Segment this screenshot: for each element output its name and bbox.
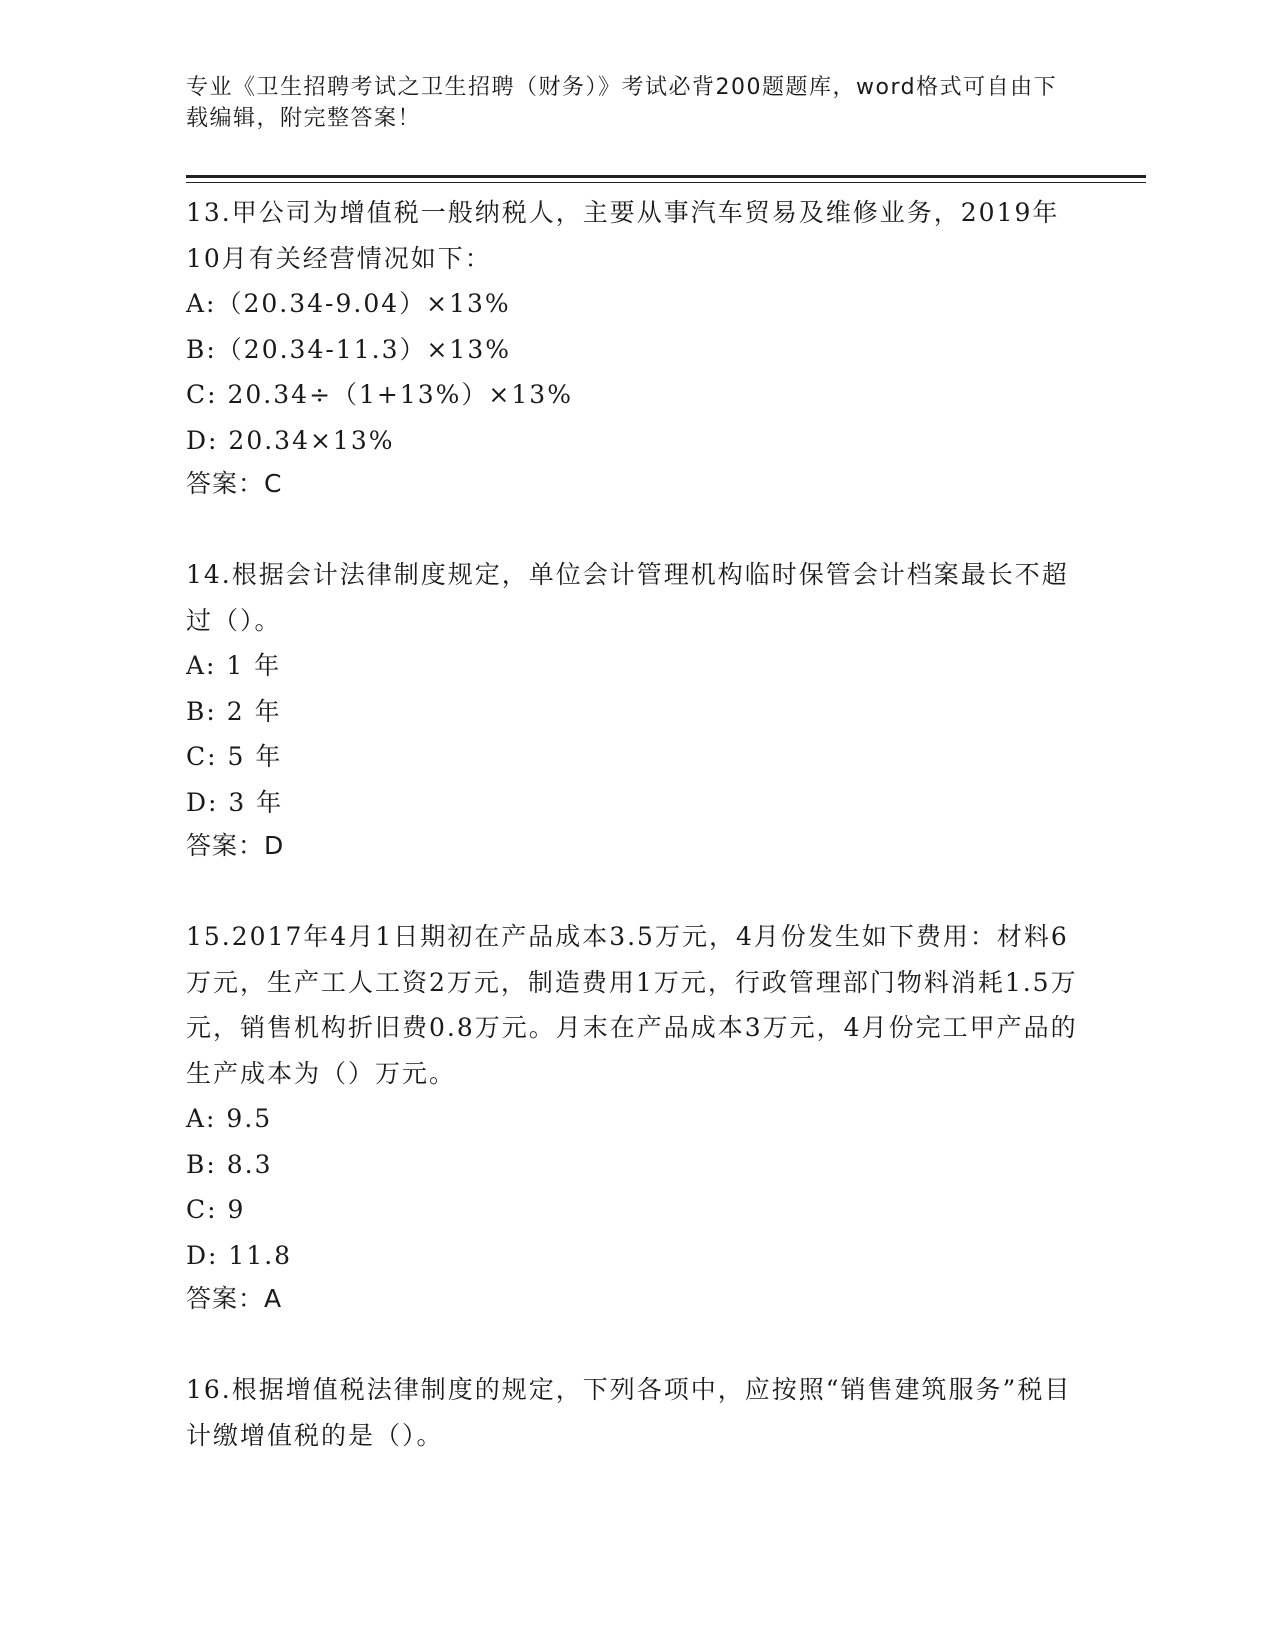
header-rule-thin bbox=[186, 182, 1146, 183]
question-list bbox=[186, 190, 1086, 1505]
question-14 bbox=[186, 552, 1086, 867]
question-stem: 16.根据增值税法律制度的规定，下列各项中，应按照“销售建筑服务”税目计缴增值税的是（）。 bbox=[186, 1375, 1072, 1450]
answer-line: 答案：A bbox=[186, 1284, 283, 1313]
option-c: C: 5 年 bbox=[186, 742, 283, 771]
answer-line: 答案：C bbox=[186, 469, 283, 498]
option-b: B: 2 年 bbox=[186, 696, 282, 726]
option-d: D: 3 年 bbox=[186, 787, 284, 817]
option-b: B: 8.3 bbox=[186, 1149, 273, 1179]
option-b: B:（20.34-11.3）×13% bbox=[186, 334, 511, 364]
option-c: C: 9 bbox=[186, 1195, 246, 1224]
document-header: 专业《卫生招聘考试之卫生招聘（财务）》考试必背200题题库，word格式可自由下载编辑，附完整答案！ bbox=[186, 75, 1058, 131]
option-a: A: 1 年 bbox=[186, 651, 282, 680]
option-a: A:（20.34-9.04）×13% bbox=[186, 289, 511, 318]
option-a: A: 9.5 bbox=[186, 1104, 273, 1133]
header-rule-thick bbox=[186, 175, 1146, 178]
answer-line: 答案：D bbox=[186, 831, 285, 860]
question-13 bbox=[186, 190, 1086, 505]
question-stem: 14.根据会计法律制度规定，单位会计管理机构临时保管会计档案最长不超过（）。 bbox=[186, 560, 1069, 635]
option-d: D: 11.8 bbox=[186, 1240, 293, 1270]
option-d: D: 20.34×13% bbox=[186, 425, 395, 455]
question-15 bbox=[186, 914, 1086, 1320]
question-stem: 15.2017年4月1日期初在产品成本3.5万元，4月份发生如下费用：材料6万元，生产工人工资2万元，制造费用1万元，行政管理部门物料消耗1.5万元，销售机构折旧费0.8万元。月末在产品成本3万元，4月份完工甲产品的生产成本为（）万元。 bbox=[186, 922, 1078, 1088]
question-stem: 13.甲公司为增值税一般纳税人，主要从事汽车贸易及维修业务，2019年10月有关经营情况如下： bbox=[186, 198, 1060, 273]
question-16 bbox=[186, 1367, 1086, 1458]
option-c: C: 20.34÷（1+13%）×13% bbox=[186, 380, 573, 409]
